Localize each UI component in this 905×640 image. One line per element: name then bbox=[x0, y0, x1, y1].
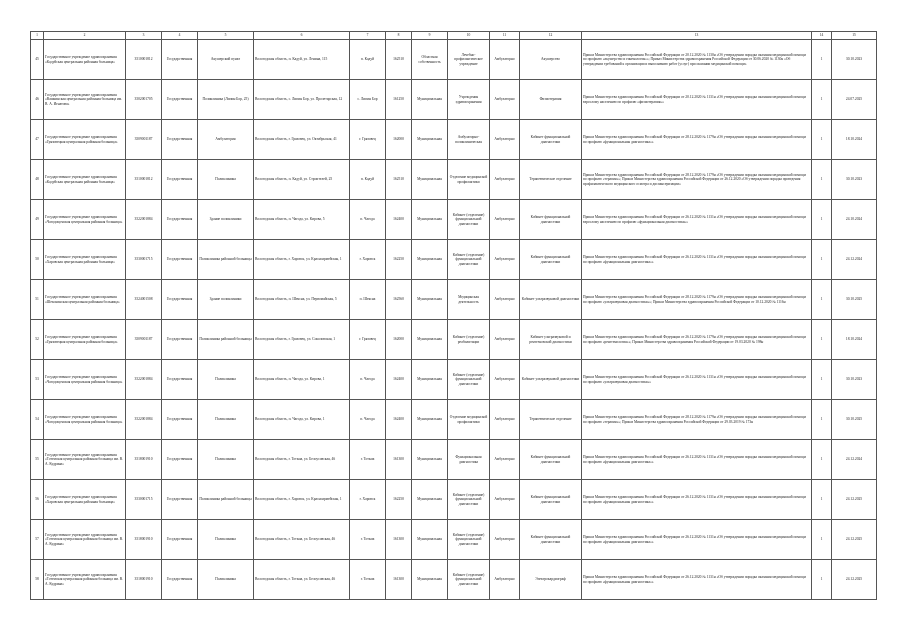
town-cell: г. Грязовец bbox=[350, 120, 386, 160]
ownership-cell: Муниципальная bbox=[412, 560, 448, 600]
inn-code-cell: 3524001508 bbox=[126, 280, 162, 320]
address-cell: Вологодская область, с. Липин Бор, ул. Пролетарская, 12 bbox=[254, 80, 350, 120]
department-cell: Здание поликлиники bbox=[198, 200, 254, 240]
town-cell: п. Чагода bbox=[350, 200, 386, 240]
ownership-form-cell: Государственная bbox=[162, 200, 198, 240]
table-row bbox=[31, 520, 877, 560]
postal-code-cell: 162400 bbox=[386, 400, 412, 440]
institution-type-cell: Отделение медицинской профилактики bbox=[448, 400, 490, 440]
institution-name-cell: Государственное учреждение здравоохранения «Шекснинская центральная районная больница» bbox=[44, 280, 126, 320]
table-row bbox=[31, 80, 877, 120]
ownership-form-cell: Государственная bbox=[162, 160, 198, 200]
row-number-cell: 53 bbox=[31, 360, 44, 400]
institution-type-cell: Кабинет (отделение) реабилитации bbox=[448, 320, 490, 360]
row-number-cell: 49 bbox=[31, 200, 44, 240]
date-cell: 30.10.2025 bbox=[832, 400, 877, 440]
document-page bbox=[30, 31, 876, 600]
care-kind-cell: Амбулаторно bbox=[490, 40, 520, 80]
ownership-cell: Муниципальная bbox=[412, 480, 448, 520]
care-kind-cell: Амбулаторно bbox=[490, 440, 520, 480]
table-row bbox=[31, 200, 877, 240]
ownership-form-cell: Государственная bbox=[162, 320, 198, 360]
ownership-cell: Областная собственность bbox=[412, 40, 448, 80]
institution-type-cell: Медицинская деятельность bbox=[448, 280, 490, 320]
date-cell: 24.12.2024 bbox=[832, 240, 877, 280]
postal-code-cell: 162560 bbox=[386, 280, 412, 320]
normative-act-cell: Приказ Министерства здравоохранения Российской Федерации от 20.12.2020 № 1130н «Об утверждении порядка оказания медицинской помощи по профилю «акушерство и гинекология»»; Приказ Министерства здравоохранения Российской Федерации от 30.06.2020 № 1130н «Об утверждении требований к организации и выполнению работ (услуг) при оказании медицинской помощи» bbox=[582, 40, 812, 80]
table-row bbox=[31, 120, 877, 160]
normative-act-cell: Приказ Министерства здравоохранения Российской Федерации от 28.12.2020 № 1179н «Об утверждении порядка оказания медицинской помощи по профилю «терапия»»; Приказ Министерства здравоохранения Российской Федерации от 29.03.2019 № 173н bbox=[582, 400, 812, 440]
quantity-cell: 1 bbox=[812, 320, 832, 360]
address-cell: Вологодская область, г. Тотьма, ул. Белоусовская, 46 bbox=[254, 440, 350, 480]
address-cell: Вологодская область, г. Харовск, ул. Красноармейская, 1 bbox=[254, 480, 350, 520]
ownership-cell: Муниципальная bbox=[412, 80, 448, 120]
inn-code-cell: 3530001715 bbox=[126, 480, 162, 520]
town-cell: г. Тотьма bbox=[350, 520, 386, 560]
postal-code-cell: 162510 bbox=[386, 160, 412, 200]
row-number-cell: 46 bbox=[31, 80, 44, 120]
town-cell: г. Харовск bbox=[350, 240, 386, 280]
date-cell: 24.12.2025 bbox=[832, 560, 877, 600]
profile-cell: Электрокардиограф bbox=[520, 560, 582, 600]
town-cell: п. Чагода bbox=[350, 400, 386, 440]
town-cell: п. Шексна bbox=[350, 280, 386, 320]
date-cell: 24.12.2024 bbox=[832, 440, 877, 480]
institution-type-cell: Отделение медицинской профилактики bbox=[448, 160, 490, 200]
profile-cell: Акушерство bbox=[520, 40, 582, 80]
ownership-cell: Муниципальная bbox=[412, 400, 448, 440]
institution-type-cell: Кабинет (отделение) функциональной диагностики bbox=[448, 200, 490, 240]
quantity-cell: 1 bbox=[812, 480, 832, 520]
normative-act-cell: Приказ Министерства здравоохранения Российской Федерации от 20.12.2020 № 1131н «Об утверждении порядка оказания медицинской помощи взрослому населению по профилю «физиотерапия»» bbox=[582, 80, 812, 120]
row-number-cell: 51 bbox=[31, 280, 44, 320]
ownership-form-cell: Государственная bbox=[162, 400, 198, 440]
ownership-cell: Муниципальная bbox=[412, 440, 448, 480]
quantity-cell: 1 bbox=[812, 80, 832, 120]
ownership-cell: Муниципальная bbox=[412, 200, 448, 240]
care-kind-cell: Амбулаторно bbox=[490, 120, 520, 160]
institution-type-cell: Кабинет (отделение) функциональной диагностики bbox=[448, 240, 490, 280]
institution-name-cell: Государственное учреждение здравоохранения «Чагодощенская центральная районная больница» bbox=[44, 200, 126, 240]
postal-code-cell: 162250 bbox=[386, 480, 412, 520]
ownership-form-cell: Государственная bbox=[162, 520, 198, 560]
department-cell: Здание поликлиники bbox=[198, 280, 254, 320]
inn-code-cell: 3518001910 bbox=[126, 520, 162, 560]
quantity-cell: 1 bbox=[812, 200, 832, 240]
department-cell: Поликлиника bbox=[198, 440, 254, 480]
quantity-cell: 1 bbox=[812, 360, 832, 400]
date-cell: 30.10.2025 bbox=[832, 280, 877, 320]
normative-act-cell: Приказ Министерства здравоохранения Российской Федерации от 26.12.2020 № 1131н «Об утверждении порядка оказания медицинской помощи взрослому населению по профилю «функциональная диагностика»» bbox=[582, 200, 812, 240]
ownership-cell: Муниципальная bbox=[412, 160, 448, 200]
profile-cell: Кабинет функциональной диагностики bbox=[520, 200, 582, 240]
postal-code-cell: 162000 bbox=[386, 120, 412, 160]
address-cell: Вологодская область, п. Чагода, ул. Кирова, 1 bbox=[254, 360, 350, 400]
quantity-cell: 1 bbox=[812, 560, 832, 600]
table-row bbox=[31, 560, 877, 600]
date-cell: 30.10.2023 bbox=[832, 40, 877, 80]
care-kind-cell: Амбулаторно bbox=[490, 360, 520, 400]
column-number-header: 12 bbox=[520, 32, 582, 40]
normative-act-cell: Приказ Министерства здравоохранения Российской Федерации от 26.12.2020 № 1131н «Об утверждении порядка оказания медицинской помощи по профилю «функциональная диагностика»» bbox=[582, 560, 812, 600]
postal-code-cell: 162250 bbox=[386, 240, 412, 280]
inn-code-cell: 3509001187 bbox=[126, 120, 162, 160]
row-number-cell: 54 bbox=[31, 400, 44, 440]
institution-name-cell: Государственное учреждение здравоохранения «Чагодощенская центральная районная больница» bbox=[44, 400, 126, 440]
address-cell: Вологодская область, г. Тотьма, ул. Белоусовская, 46 bbox=[254, 560, 350, 600]
institution-type-cell: Кабинет (отделение) функциональной диагностики bbox=[448, 360, 490, 400]
quantity-cell: 1 bbox=[812, 240, 832, 280]
quantity-cell: 1 bbox=[812, 280, 832, 320]
institution-name-cell: Государственное учреждение здравоохранения «Грязовецкая центральная районная больница» bbox=[44, 120, 126, 160]
ownership-form-cell: Государственная bbox=[162, 80, 198, 120]
institution-name-cell: Государственное учреждение здравоохранения «Грязовецкая центральная районная больница» bbox=[44, 320, 126, 360]
row-number-cell: 47 bbox=[31, 120, 44, 160]
institution-name-cell: Государственное учреждение здравоохранения «Вашкинская центральная районная больница им. В. А. Игнатова» bbox=[44, 80, 126, 120]
town-cell: с. Липин Бор bbox=[350, 80, 386, 120]
table-row bbox=[31, 160, 877, 200]
department-cell: Поликлиника bbox=[198, 560, 254, 600]
care-kind-cell: Амбулаторно bbox=[490, 200, 520, 240]
institution-name-cell: Государственное учреждение здравоохранения «Кадуйская центральная районная больница» bbox=[44, 40, 126, 80]
ownership-form-cell: Государственная bbox=[162, 280, 198, 320]
address-cell: Вологодская область, п. Чагода, ул. Кирова, 5 bbox=[254, 200, 350, 240]
date-cell: 30.10.2023 bbox=[832, 360, 877, 400]
quantity-cell: 1 bbox=[812, 520, 832, 560]
department-cell: Акушерский пункт bbox=[198, 40, 254, 80]
care-kind-cell: Амбулаторно bbox=[490, 480, 520, 520]
town-cell: г. Харовск bbox=[350, 480, 386, 520]
town-cell: п. Кадуй bbox=[350, 40, 386, 80]
table-row bbox=[31, 40, 877, 80]
date-cell: 24.12.2025 bbox=[832, 480, 877, 520]
normative-act-cell: Приказ Министерства здравоохранения Российской Федерации от 26.12.2020 № 1131н «Об утверждении порядка оказания медицинской помощи по профилю «функциональная диагностика»» bbox=[582, 480, 812, 520]
quantity-cell: 1 bbox=[812, 160, 832, 200]
postal-code-cell: 161250 bbox=[386, 80, 412, 120]
ownership-cell: Муниципальная bbox=[412, 320, 448, 360]
ownership-form-cell: Государственная bbox=[162, 240, 198, 280]
ownership-form-cell: Государственная bbox=[162, 560, 198, 600]
quantity-cell: 1 bbox=[812, 400, 832, 440]
ownership-cell: Муниципальная bbox=[412, 240, 448, 280]
postal-code-cell: 162400 bbox=[386, 360, 412, 400]
institution-type-cell: Кабинет (отделение) функциональной диагностики bbox=[448, 480, 490, 520]
ownership-cell: Муниципальная bbox=[412, 520, 448, 560]
table-row bbox=[31, 440, 877, 480]
profile-cell: Терапевтическое отделение bbox=[520, 400, 582, 440]
ownership-form-cell: Государственная bbox=[162, 440, 198, 480]
table-row bbox=[31, 320, 877, 360]
column-number-header: 13 bbox=[582, 32, 812, 40]
ownership-form-cell: Государственная bbox=[162, 120, 198, 160]
date-cell: 24.07.2025 bbox=[832, 80, 877, 120]
profile-cell: Кабинет функциональной диагностики bbox=[520, 480, 582, 520]
column-number-header: 15 bbox=[832, 32, 877, 40]
date-cell: 30.10.2023 bbox=[832, 160, 877, 200]
postal-code-cell: 162510 bbox=[386, 40, 412, 80]
profile-cell: Кабинет функциональной диагностики bbox=[520, 120, 582, 160]
column-number-header: 3 bbox=[126, 32, 162, 40]
profile-cell: Кабинет ультразвуковой и рентгеновской диагностики bbox=[520, 320, 582, 360]
date-cell: 24.10.2024 bbox=[832, 200, 877, 240]
ownership-form-cell: Государственная bbox=[162, 480, 198, 520]
row-number-cell: 56 bbox=[31, 480, 44, 520]
table-row bbox=[31, 480, 877, 520]
department-cell: Поликлиника bbox=[198, 160, 254, 200]
inn-code-cell: 3518001910 bbox=[126, 560, 162, 600]
inn-code-cell: 3510001812 bbox=[126, 40, 162, 80]
date-cell: 18.10.2024 bbox=[832, 120, 877, 160]
ownership-cell: Муниципальная bbox=[412, 120, 448, 160]
data-table bbox=[30, 31, 877, 600]
department-cell: Амбулатория bbox=[198, 120, 254, 160]
normative-act-cell: Приказ Министерства здравоохранения Российской Федерации от 26.12.2020 № 1131н «Об утверждении порядка оказания медицинской помощи по профилю «функциональная диагностика»» bbox=[582, 520, 812, 560]
institution-name-cell: Государственное учреждение здравоохранения «Тотемская центральная районная больница им. В. А. Кудрина» bbox=[44, 440, 126, 480]
postal-code-cell: 161300 bbox=[386, 520, 412, 560]
care-kind-cell: Амбулаторно bbox=[490, 400, 520, 440]
row-number-cell: 50 bbox=[31, 240, 44, 280]
normative-act-cell: Приказ Министерства здравоохранения Российской Федерации от 26.12.2020 № 1131н «Об утверждении порядка оказания медицинской помощи по профилю «ультразвуковая диагностика»» bbox=[582, 360, 812, 400]
date-cell: 24.12.2025 bbox=[832, 520, 877, 560]
normative-act-cell: Приказ Министерства здравоохранения Российской Федерации от 28.12.2020 № 1179н «Об утверждении порядка оказания медицинской помощи по профилю «ультразвуковая диагностика»»; Приказ Министерства здравоохранения Российской Федерации от 10.12.2020 № 1116н bbox=[582, 280, 812, 320]
institution-name-cell: Государственное учреждение здравоохранения «Чагодощенская центральная районная больница» bbox=[44, 360, 126, 400]
row-number-cell: 52 bbox=[31, 320, 44, 360]
institution-type-cell: Кабинет (отделение) функциональной диагностики bbox=[448, 520, 490, 560]
profile-cell: Кабинет ультразвуковой диагностики bbox=[520, 280, 582, 320]
table-row bbox=[31, 360, 877, 400]
department-cell: Поликлиника районной больницы bbox=[198, 240, 254, 280]
normative-act-cell: Приказ Министерства здравоохранения Российской Федерации от 26.12.2020 № 1131н «Об утверждении порядка оказания медицинской помощи по профилю «функциональная диагностика»» bbox=[582, 440, 812, 480]
department-cell: Поликлиника районной больницы bbox=[198, 480, 254, 520]
column-number-header: 6 bbox=[254, 32, 350, 40]
column-number-header: 1 bbox=[31, 32, 44, 40]
profile-cell: Физиотерапия bbox=[520, 80, 582, 120]
inn-code-cell: 3510001812 bbox=[126, 160, 162, 200]
address-cell: Вологодская область, г. Грязовец, ул. Соколовская, 1 bbox=[254, 320, 350, 360]
column-number-header: 10 bbox=[448, 32, 490, 40]
town-cell: г. Тотьма bbox=[350, 560, 386, 600]
care-kind-cell: Амбулаторно bbox=[490, 160, 520, 200]
institution-type-cell: Кабинет (отделение) функциональной диагностики bbox=[448, 560, 490, 600]
normative-act-cell: Приказ Министерства здравоохранения Российской Федерации от 28.12.2020 № 1179н «Об утверждении порядка оказания медицинской помощи по профилю «функциональная диагностика»» bbox=[582, 120, 812, 160]
care-kind-cell: Амбулаторно bbox=[490, 520, 520, 560]
address-cell: Вологодская область, п. Шексна, ул. Первомайская, 5 bbox=[254, 280, 350, 320]
department-cell: Поликлиника bbox=[198, 520, 254, 560]
inn-code-cell: 3522001884 bbox=[126, 400, 162, 440]
address-cell: Вологодская область, п. Чагода, ул. Кирова, 1 bbox=[254, 400, 350, 440]
column-number-header: 4 bbox=[162, 32, 198, 40]
postal-code-cell: 162000 bbox=[386, 320, 412, 360]
profile-cell: Кабинет функциональной диагностики bbox=[520, 520, 582, 560]
column-number-header: 9 bbox=[412, 32, 448, 40]
institution-name-cell: Государственное учреждение здравоохранения «Тотемская центральная районная больница им. В. А. Кудрина» bbox=[44, 560, 126, 600]
institution-type-cell: Функциональная диагностика bbox=[448, 440, 490, 480]
column-number-header: 8 bbox=[386, 32, 412, 40]
postal-code-cell: 161300 bbox=[386, 560, 412, 600]
column-number-header: 5 bbox=[198, 32, 254, 40]
inn-code-cell: 3522001884 bbox=[126, 360, 162, 400]
institution-name-cell: Государственное учреждение здравоохранения «Харовская центральная районная больница» bbox=[44, 480, 126, 520]
normative-act-cell: Приказ Министерства здравоохранения Российской Федерации от 26.12.2020 № 1131н «Об утверждении порядка оказания медицинской помощи по профилю «функциональная диагностика»» bbox=[582, 240, 812, 280]
institution-name-cell: Государственное учреждение здравоохранения «Тотемская центральная районная больница им. В. А. Кудрина» bbox=[44, 520, 126, 560]
care-kind-cell: Амбулаторно bbox=[490, 280, 520, 320]
department-cell: Поликлиника (Липин Бор, 25) bbox=[198, 80, 254, 120]
department-cell: Поликлиника bbox=[198, 400, 254, 440]
address-cell: Вологодская область, г. Грязовец, ул. Октябрьская, 41 bbox=[254, 120, 350, 160]
row-number-cell: 55 bbox=[31, 440, 44, 480]
profile-cell: Терапевтическое отделение bbox=[520, 160, 582, 200]
profile-cell: Кабинет функциональной диагностики bbox=[520, 240, 582, 280]
column-number-header: 14 bbox=[812, 32, 832, 40]
column-number-header: 2 bbox=[44, 32, 126, 40]
postal-code-cell: 161300 bbox=[386, 440, 412, 480]
ownership-form-cell: Государственная bbox=[162, 360, 198, 400]
address-cell: Вологодская область, г. Харовск, ул. Красноармейская, 1 bbox=[254, 240, 350, 280]
ownership-cell: Муниципальная bbox=[412, 280, 448, 320]
ownership-form-cell: Государственная bbox=[162, 40, 198, 80]
institution-name-cell: Государственное учреждение здравоохранения «Харовская центральная районная больница» bbox=[44, 240, 126, 280]
row-number-cell: 57 bbox=[31, 520, 44, 560]
address-cell: Вологодская область, г. Тотьма, ул. Белоусовская, 46 bbox=[254, 520, 350, 560]
postal-code-cell: 162400 bbox=[386, 200, 412, 240]
institution-type-cell: Амбулаторно-поликлиническая bbox=[448, 120, 490, 160]
inn-code-cell: 3509001187 bbox=[126, 320, 162, 360]
department-cell: Поликлиника районной больницы bbox=[198, 320, 254, 360]
inn-code-cell: 3522001884 bbox=[126, 200, 162, 240]
care-kind-cell: Амбулаторно bbox=[490, 320, 520, 360]
date-cell: 18.10.2024 bbox=[832, 320, 877, 360]
table-body bbox=[31, 40, 877, 600]
care-kind-cell: Амбулаторно bbox=[490, 560, 520, 600]
institution-type-cell: Учреждения здравоохранения bbox=[448, 80, 490, 120]
care-kind-cell: Амбулаторно bbox=[490, 80, 520, 120]
town-cell: г. Грязовец bbox=[350, 320, 386, 360]
column-number-header: 11 bbox=[490, 32, 520, 40]
row-number-cell: 58 bbox=[31, 560, 44, 600]
inn-code-cell: 3530001715 bbox=[126, 240, 162, 280]
address-cell: Вологодская область, п. Кадуй, ул. Ленина, 115 bbox=[254, 40, 350, 80]
normative-act-cell: Приказ Министерства здравоохранения Российской Федерации от 26.12.2020 № 1179н «Об утверждении порядка оказания медицинской помощи по профилю «рентгенология»»; Приказ Министерства здравоохранения Российской Федерации от 19.03.2020 № 198н bbox=[582, 320, 812, 360]
row-number-cell: 48 bbox=[31, 160, 44, 200]
ownership-cell: Муниципальная bbox=[412, 360, 448, 400]
town-cell: п. Кадуй bbox=[350, 160, 386, 200]
institution-name-cell: Государственное учреждение здравоохранения «Кадуйская центральная районная больница» bbox=[44, 160, 126, 200]
normative-act-cell: Приказ Министерства здравоохранения Российской Федерации от 28.12.2020 № 1179н «Об утверждении порядка оказания медицинской помощи по профилю «терапия»»; Приказ Министерства здравоохранения Российской Федерации от 26.12.2020 «Об утверждении порядка проведения профилактического медицинского осмотра и диспансеризации» bbox=[582, 160, 812, 200]
department-cell: Поликлиника bbox=[198, 360, 254, 400]
quantity-cell: 1 bbox=[812, 120, 832, 160]
institution-type-cell: Лечебно-профилактическое учреждение bbox=[448, 40, 490, 80]
table-row bbox=[31, 240, 877, 280]
care-kind-cell: Амбулаторно bbox=[490, 240, 520, 280]
profile-cell: Кабинет функциональной диагностики bbox=[520, 440, 582, 480]
row-number-cell: 45 bbox=[31, 40, 44, 80]
table-row bbox=[31, 280, 877, 320]
quantity-cell: 1 bbox=[812, 40, 832, 80]
quantity-cell: 1 bbox=[812, 440, 832, 480]
inn-code-cell: 3518001910 bbox=[126, 440, 162, 480]
town-cell: г. Тотьма bbox=[350, 440, 386, 480]
town-cell: п. Чагода bbox=[350, 360, 386, 400]
column-number-header: 7 bbox=[350, 32, 386, 40]
address-cell: Вологодская область, п. Кадуй, ул. Строителей, 25 bbox=[254, 160, 350, 200]
header-row bbox=[31, 32, 877, 40]
profile-cell: Кабинет ультразвуковой диагностики bbox=[520, 360, 582, 400]
table-row bbox=[31, 400, 877, 440]
inn-code-cell: 3502001705 bbox=[126, 80, 162, 120]
table-header bbox=[31, 32, 877, 40]
